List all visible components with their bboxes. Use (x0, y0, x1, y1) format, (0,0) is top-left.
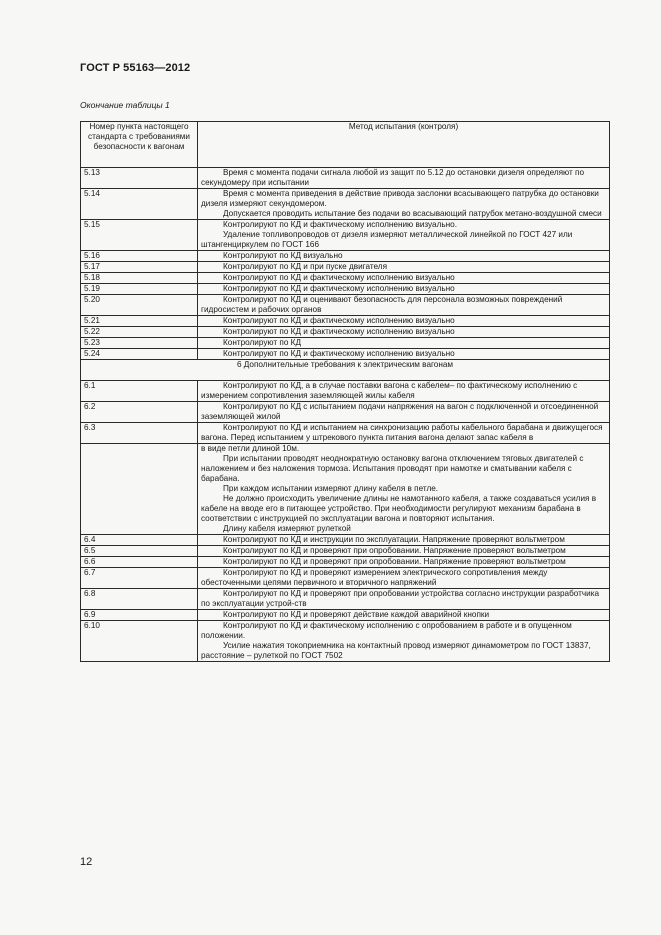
clause-number-cell: 6.4 (81, 535, 198, 546)
test-method-cell (198, 284, 610, 295)
method-paragraph: Контролируют по КД и проверяют при опробовании устройства согласно инструкции разработчика по эксплуатации устрой-ств (201, 589, 600, 608)
document-code: ГОСТ Р 55163—2012 (80, 62, 191, 74)
table-row (81, 621, 610, 662)
requirements-table (80, 121, 610, 662)
test-method-cell (198, 273, 610, 284)
test-method-cell (198, 423, 610, 444)
method-paragraph: Контролируют по КД и фактическому исполнению визуально (223, 273, 455, 282)
method-paragraph: Контролируют по КД и инструкции по эксплуатации. Напряжение проверяют вольтметром (223, 535, 565, 544)
method-paragraph: Время с момента подачи сигнала любой из защит по 5.12 до остановки дизеля определяют по секундомеру при испытании (201, 168, 585, 187)
clause-number-cell (81, 444, 198, 535)
method-paragraph: Контролируют по КД и проверяют при опробовании. Напряжение проверяют вольтметром (223, 546, 566, 555)
table-row (81, 284, 610, 295)
test-method-cell (198, 610, 610, 621)
clause-number-cell: 5.22 (81, 327, 198, 338)
clause-number-cell: 6.10 (81, 621, 198, 662)
test-method-cell (198, 535, 610, 546)
clause-number-cell: 6.6 (81, 557, 198, 568)
table-row (81, 262, 610, 273)
column-header-clause-number: Номер пункта настоящего стандарта с требованиями безопасности к вагонам (81, 122, 198, 168)
table-row (81, 316, 610, 327)
test-method-cell (198, 589, 610, 610)
test-method-cell (198, 220, 610, 251)
table-row (81, 168, 610, 189)
table-row (81, 568, 610, 589)
clause-number-cell: 5.14 (81, 189, 198, 220)
test-method-cell (198, 444, 610, 535)
table-row (81, 349, 610, 360)
clause-number-cell: 5.19 (81, 284, 198, 295)
method-paragraph: Контролируют по КД с испытанием подачи напряжения на вагон с подключенной и отсоединенной заземляющей жилой (201, 402, 599, 421)
test-method-cell (198, 316, 610, 327)
table-row (81, 220, 610, 251)
table-row (81, 444, 610, 535)
section-title: 6 Дополнительные требования к электрическим вагонам (81, 360, 610, 381)
test-method-cell (198, 621, 610, 662)
clause-number-cell: 5.24 (81, 349, 198, 360)
test-method-cell (198, 189, 610, 220)
table-row (81, 381, 610, 402)
clause-number-cell: 6.5 (81, 546, 198, 557)
clause-number-cell: 6.8 (81, 589, 198, 610)
table-row (81, 535, 610, 546)
method-paragraph: Длину кабеля измеряют рулеткой (223, 524, 351, 533)
method-paragraph: При каждом испытании измеряют длину кабеля в петле. (223, 484, 439, 493)
method-paragraph: Удаление топливопроводов от дизеля измеряют металлической линейкой по ГОСТ 427 или штангенциркулем по ГОСТ 166 (201, 230, 573, 249)
clause-number-cell: 5.18 (81, 273, 198, 284)
table-row (81, 251, 610, 262)
method-paragraph: Контролируют по КД и проверяют измерением электрического сопротивления между обесточенными цепями первичного и вторичного напряжений (201, 568, 548, 587)
method-paragraph: Контролируют по КД и фактическому исполнению визуально (223, 316, 455, 325)
table-row (81, 557, 610, 568)
test-method-cell (198, 295, 610, 316)
clause-number-cell: 5.16 (81, 251, 198, 262)
clause-number-cell: 5.23 (81, 338, 198, 349)
method-paragraph: Допускается проводить испытание без подачи во всасывающий патрубок метано-воздушной смеси (223, 209, 602, 218)
table-row (81, 273, 610, 284)
table-body-section-6 (81, 381, 610, 662)
method-paragraph: Не должно происходить увеличение длины не намотанного кабеля, а также создаваться усилия в кабеле на вводе его в питающее устройство. При необходимости регулируют механизм барабана в соответствии с инструкцией по эксплуатации вагона и повторяют испытания. (201, 494, 597, 523)
test-method-cell (198, 349, 610, 360)
clause-number-cell: 5.13 (81, 168, 198, 189)
test-method-cell (198, 327, 610, 338)
table-row (81, 189, 610, 220)
method-paragraph: Усилие нажатия токоприемника на контактный провод измеряют динамометром по ГОСТ 13837, расстояние – рулеткой по ГОСТ 7502 (201, 641, 591, 660)
method-paragraph: Контролируют по КД и фактическому исполнению визуально. (223, 220, 457, 229)
test-method-cell (198, 168, 610, 189)
method-paragraph: Контролируют по КД и при пуске двигателя (223, 262, 388, 271)
table-row (81, 610, 610, 621)
clause-number-cell: 5.17 (81, 262, 198, 273)
method-paragraph: Контролируют по КД (223, 338, 301, 347)
method-paragraph: Контролируют по КД, а в случае поставки вагона с кабелем– по фактическому исполнению с измерением сопротивления заземляющей жилы кабеля (201, 381, 578, 400)
test-method-cell (198, 557, 610, 568)
method-paragraph: Контролируют по КД и фактическому исполнению визуально (223, 349, 455, 358)
method-paragraph: Контролируют по КД и проверяют действие каждой аварийной кнопки (223, 610, 490, 619)
column-header-test-method: Метод испытания (контроля) (198, 122, 610, 168)
clause-number-cell: 6.9 (81, 610, 198, 621)
clause-number-cell: 6.3 (81, 423, 198, 444)
table-row (81, 295, 610, 316)
clause-number-cell: 5.15 (81, 220, 198, 251)
test-method-cell (198, 568, 610, 589)
clause-number-cell: 6.1 (81, 381, 198, 402)
table-body-section-5 (81, 168, 610, 360)
clause-number-cell: 6.2 (81, 402, 198, 423)
table-row (81, 423, 610, 444)
method-paragraph: Контролируют по КД и испытанием на синхронизацию работы кабельного барабана и движущегося вагона. Перед испытанием у штрекового пункта питания вагона делают запас кабеля в (201, 423, 603, 442)
section-row (81, 360, 610, 381)
test-method-cell (198, 381, 610, 402)
method-paragraph: Контролируют по КД и оценивают безопасность для персонала возможных повреждений гидросистем и рабочих органов (201, 295, 563, 314)
test-method-cell (198, 546, 610, 557)
method-paragraph: Контролируют по КД визуально (223, 251, 343, 260)
table-caption: Окончание таблицы 1 (80, 100, 170, 110)
method-paragraph: Контролируют по КД и проверяют при опробовании. Напряжение проверяют вольтметром (223, 557, 566, 566)
table-row (81, 338, 610, 349)
method-paragraph: При испытании проводят неоднократную остановку вагона отключением тяговых двигателей с наложением и без наложения тормоза. Испытания проводят при намотке и сматывании кабеля с барабана. (201, 454, 584, 483)
table-header-row (81, 122, 610, 168)
table-row (81, 402, 610, 423)
method-paragraph: Время с момента приведения в действие привода заслонки всасывающего патрубка до остановки дизеля измеряют секундомером. (201, 189, 599, 208)
test-method-cell (198, 402, 610, 423)
page-number: 12 (80, 856, 93, 868)
table-row (81, 327, 610, 338)
table-row (81, 546, 610, 557)
clause-number-cell: 6.7 (81, 568, 198, 589)
method-paragraph: Контролируют по КД и фактическому исполнению визуально (223, 327, 455, 336)
test-method-cell (198, 262, 610, 273)
method-paragraph: Контролируют по КД и фактическому исполнению визуально (223, 284, 455, 293)
test-method-cell (198, 338, 610, 349)
method-paragraph: Контролируют по КД и фактическому исполнению с опробованием в работе и в опущенном положении. (201, 621, 572, 640)
clause-number-cell: 5.20 (81, 295, 198, 316)
test-method-cell (198, 251, 610, 262)
method-paragraph: в виде петли длиной 10м. (201, 444, 300, 453)
table-row (81, 589, 610, 610)
clause-number-cell: 5.21 (81, 316, 198, 327)
